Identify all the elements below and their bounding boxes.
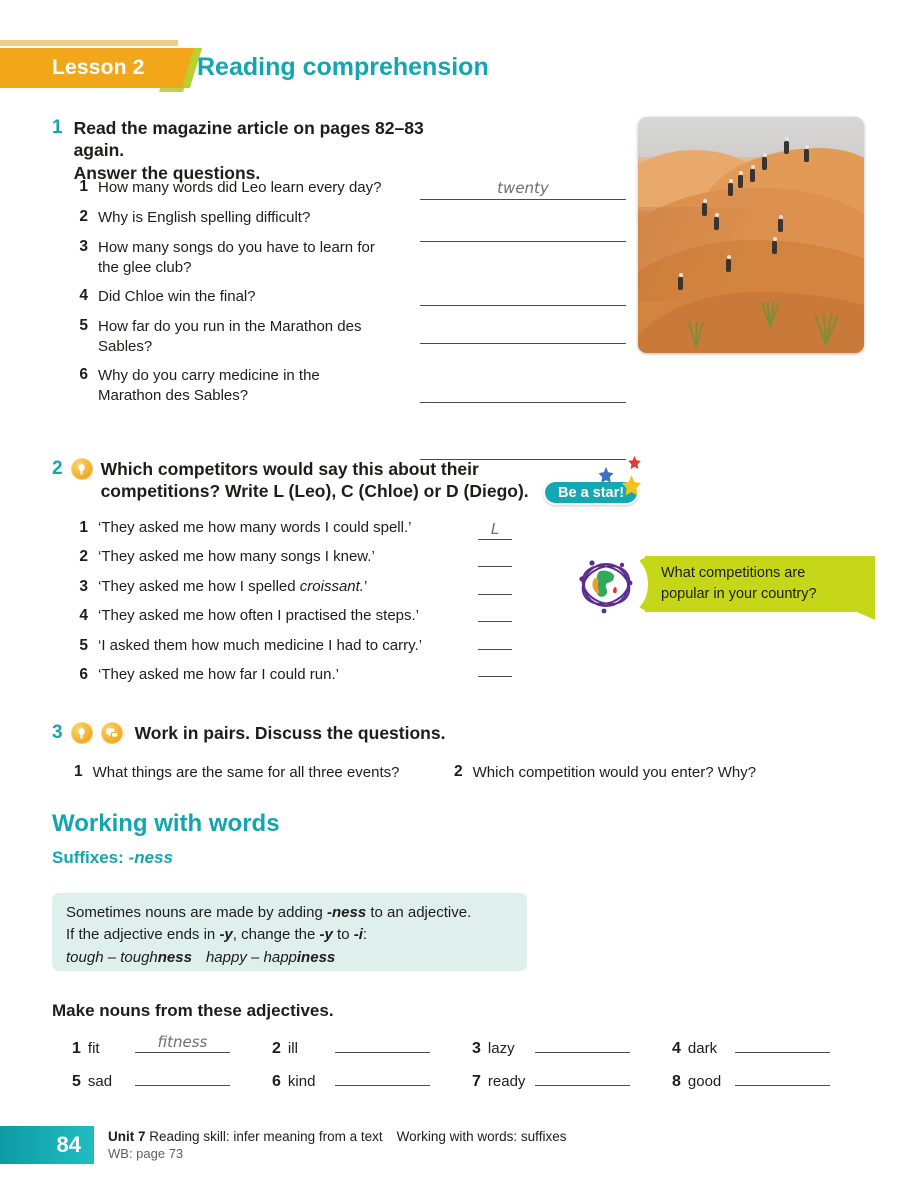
callout-line-2: popular in your country? bbox=[661, 585, 817, 602]
answer-value: L bbox=[490, 519, 500, 538]
question-text: Why do you carry medicine in the Marathon des Sables? bbox=[98, 366, 320, 404]
footer-unit-label: Unit 7 bbox=[108, 1129, 146, 1144]
adjective-word: fit bbox=[87, 1040, 100, 1057]
suffixes-label: Suffixes: bbox=[52, 848, 129, 867]
adjective-word: ill bbox=[287, 1040, 298, 1057]
list-item bbox=[74, 518, 494, 538]
adjective-word: good bbox=[687, 1073, 722, 1090]
question-text: Which competition would you enter? Why? bbox=[472, 764, 757, 781]
question-row bbox=[454, 763, 756, 783]
callout-line-1: What competitions are bbox=[661, 565, 806, 581]
item-number: 5 bbox=[72, 1073, 81, 1090]
grammar-info-box bbox=[52, 893, 527, 971]
lesson-label: Lesson 2 bbox=[0, 48, 171, 88]
photo-grass bbox=[814, 313, 836, 345]
photo-runner bbox=[738, 175, 743, 188]
photo-runner bbox=[678, 277, 683, 290]
photo-runner bbox=[784, 141, 789, 154]
photo-runner bbox=[702, 203, 707, 216]
photo-runner bbox=[714, 217, 719, 230]
item-number: 3 bbox=[79, 577, 88, 595]
be-a-star-badge: Be a star! bbox=[543, 480, 639, 505]
suffixes-subtitle bbox=[52, 848, 173, 868]
exercise-1-heading-line-1: Read the magazine article on pages 82–83 again. bbox=[73, 118, 424, 161]
question-number: 2 bbox=[79, 207, 88, 225]
exercise-3-heading bbox=[52, 722, 445, 744]
photo-runner bbox=[772, 241, 777, 254]
adjective-word: sad bbox=[87, 1073, 113, 1090]
photo-runner bbox=[750, 169, 755, 182]
footer-workbook: WB: page 73 bbox=[108, 1146, 184, 1161]
item-text: ‘They asked me how I spelled croissant.’ bbox=[98, 577, 368, 595]
photo-grass bbox=[684, 321, 706, 347]
adjective-cell bbox=[472, 1040, 672, 1073]
callout-corner bbox=[857, 612, 875, 620]
question-text: How far do you run in the Marathon des Sables? bbox=[98, 317, 362, 355]
answer-slot[interactable] bbox=[420, 178, 626, 200]
photo-shadow bbox=[638, 207, 778, 301]
exercise-3-number: 3 bbox=[52, 722, 63, 744]
list-item bbox=[74, 665, 494, 685]
item-text: ‘They asked me how many songs I knew.’ bbox=[98, 548, 375, 566]
list-item bbox=[74, 547, 494, 567]
adjective-cell bbox=[672, 1040, 872, 1073]
question-number: 4 bbox=[79, 286, 88, 304]
item-text: ‘They asked me how far I could run.’ bbox=[98, 666, 339, 684]
list-item bbox=[74, 577, 494, 597]
adjective-word: kind bbox=[287, 1073, 316, 1090]
footer-skill: Reading skill: infer meaning from a text bbox=[149, 1129, 383, 1144]
adjective-word: lazy bbox=[487, 1040, 515, 1057]
question-number: 2 bbox=[454, 763, 463, 780]
adjective-cell bbox=[672, 1073, 872, 1106]
question-row bbox=[74, 763, 454, 783]
question-number: 1 bbox=[79, 178, 88, 195]
page-title: Reading comprehension bbox=[197, 53, 489, 81]
desert-marathon-photo bbox=[638, 117, 864, 353]
globe-icon bbox=[570, 549, 642, 621]
item-text: ‘They asked me how many words I could spell.’ bbox=[98, 519, 412, 536]
critical-thinking-icon bbox=[71, 722, 93, 744]
item-number: 2 bbox=[272, 1040, 281, 1057]
item-number: 6 bbox=[79, 666, 88, 684]
item-text: ‘They asked me how often I practised the steps.’ bbox=[98, 607, 419, 625]
question-text: Why is English spelling difficult? bbox=[98, 208, 311, 226]
adjective-cell bbox=[272, 1040, 472, 1073]
item-number: 8 bbox=[672, 1073, 681, 1090]
photo-runner bbox=[778, 219, 783, 232]
working-with-words-title: Working with words bbox=[52, 810, 280, 837]
question-number: 3 bbox=[79, 237, 88, 255]
adjectives-grid bbox=[72, 1033, 872, 1106]
exercise-2-heading bbox=[52, 458, 552, 503]
photo-runner bbox=[728, 183, 733, 196]
adjective-cell bbox=[72, 1033, 272, 1073]
item-number: 1 bbox=[72, 1040, 81, 1057]
star-red-icon bbox=[627, 455, 642, 470]
make-nouns-instruction: Make nouns from these adjectives. bbox=[52, 1001, 334, 1020]
speaking-icon bbox=[101, 722, 123, 744]
answer-slot[interactable] bbox=[478, 601, 512, 629]
answer-slot[interactable] bbox=[478, 546, 512, 574]
suffixes-value: -ness bbox=[128, 848, 173, 867]
exercise-1-number: 1 bbox=[52, 117, 63, 138]
culture-question-callout bbox=[645, 556, 875, 612]
item-number: 4 bbox=[79, 607, 88, 625]
answer-slot[interactable] bbox=[420, 306, 626, 344]
grammar-examples: tough – toughness happy – happiness bbox=[66, 948, 336, 966]
exercise-2-heading-line-2: competitions? Write L (Leo), C (Chloe) or D (Diego). bbox=[100, 481, 529, 502]
list-item bbox=[74, 606, 494, 626]
adjective-word: ready bbox=[487, 1073, 526, 1090]
item-number: 5 bbox=[79, 636, 88, 654]
adjective-cell bbox=[472, 1073, 672, 1106]
exercise-1-answer-lines bbox=[420, 178, 626, 460]
answer-slot[interactable] bbox=[478, 656, 512, 684]
answer-slot[interactable] bbox=[420, 242, 626, 306]
exercise-1-heading-line-2: Answer the questions. bbox=[73, 162, 261, 183]
answer-slot[interactable] bbox=[478, 573, 512, 601]
adjective-cell bbox=[272, 1073, 472, 1106]
grammar-line-2: If the adjective ends in -y, change the -y to -i: bbox=[66, 925, 368, 943]
photo-runner bbox=[726, 259, 731, 272]
exercise-2-item-list bbox=[74, 518, 494, 695]
adjective-cell bbox=[72, 1073, 272, 1106]
critical-thinking-icon bbox=[71, 458, 93, 480]
exercise-3-heading-text: Work in pairs. Discuss the questions. bbox=[134, 723, 446, 743]
footer-text bbox=[108, 1129, 566, 1161]
page-number-badge: 84 bbox=[0, 1126, 94, 1164]
answer-value: twenty bbox=[497, 179, 549, 197]
answer-value: fitness bbox=[157, 1033, 208, 1051]
answer-slot[interactable] bbox=[420, 200, 626, 242]
question-number: 5 bbox=[79, 316, 88, 334]
exercise-2-heading-line-1: Which competitors would say this about their bbox=[100, 459, 479, 479]
exercise-2-answer-lines bbox=[478, 518, 512, 683]
item-number: 7 bbox=[472, 1073, 481, 1090]
star-blue-icon bbox=[597, 466, 615, 484]
photo-grass bbox=[758, 301, 780, 327]
question-number: 6 bbox=[79, 365, 88, 383]
exercise-2-number: 2 bbox=[52, 458, 63, 479]
question-text: How many words did Leo learn every day? bbox=[98, 179, 382, 196]
item-number: 2 bbox=[79, 548, 88, 566]
item-text: ‘I asked them how much medicine I had to carry.’ bbox=[98, 636, 423, 654]
photo-runner bbox=[804, 149, 809, 162]
item-number: 3 bbox=[472, 1040, 481, 1057]
photo-runner bbox=[762, 157, 767, 170]
star-yellow-icon bbox=[620, 474, 643, 497]
question-text: What things are the same for all three events? bbox=[92, 764, 400, 781]
item-number: 4 bbox=[672, 1040, 681, 1057]
question-text: Did Chloe win the final? bbox=[98, 287, 256, 305]
answer-slot[interactable] bbox=[478, 628, 512, 656]
lesson-banner bbox=[0, 48, 171, 88]
answer-slot[interactable] bbox=[420, 344, 626, 403]
adjective-word: dark bbox=[687, 1040, 718, 1057]
banner-shadow bbox=[0, 40, 178, 46]
question-text: How many songs do you have to learn for the glee club? bbox=[98, 238, 375, 276]
footer-words: Working with words: suffixes bbox=[396, 1129, 567, 1144]
item-number: 1 bbox=[79, 519, 88, 536]
exercise-3-question-list bbox=[74, 763, 874, 783]
answer-slot[interactable] bbox=[478, 518, 512, 546]
question-number: 1 bbox=[74, 763, 83, 780]
answer-slot[interactable] bbox=[420, 403, 626, 460]
item-number: 6 bbox=[272, 1073, 281, 1090]
list-item bbox=[74, 636, 494, 656]
exercise-1-heading bbox=[52, 117, 472, 184]
grammar-line-1: Sometimes nouns are made by adding -ness to an adjective. bbox=[66, 904, 472, 921]
